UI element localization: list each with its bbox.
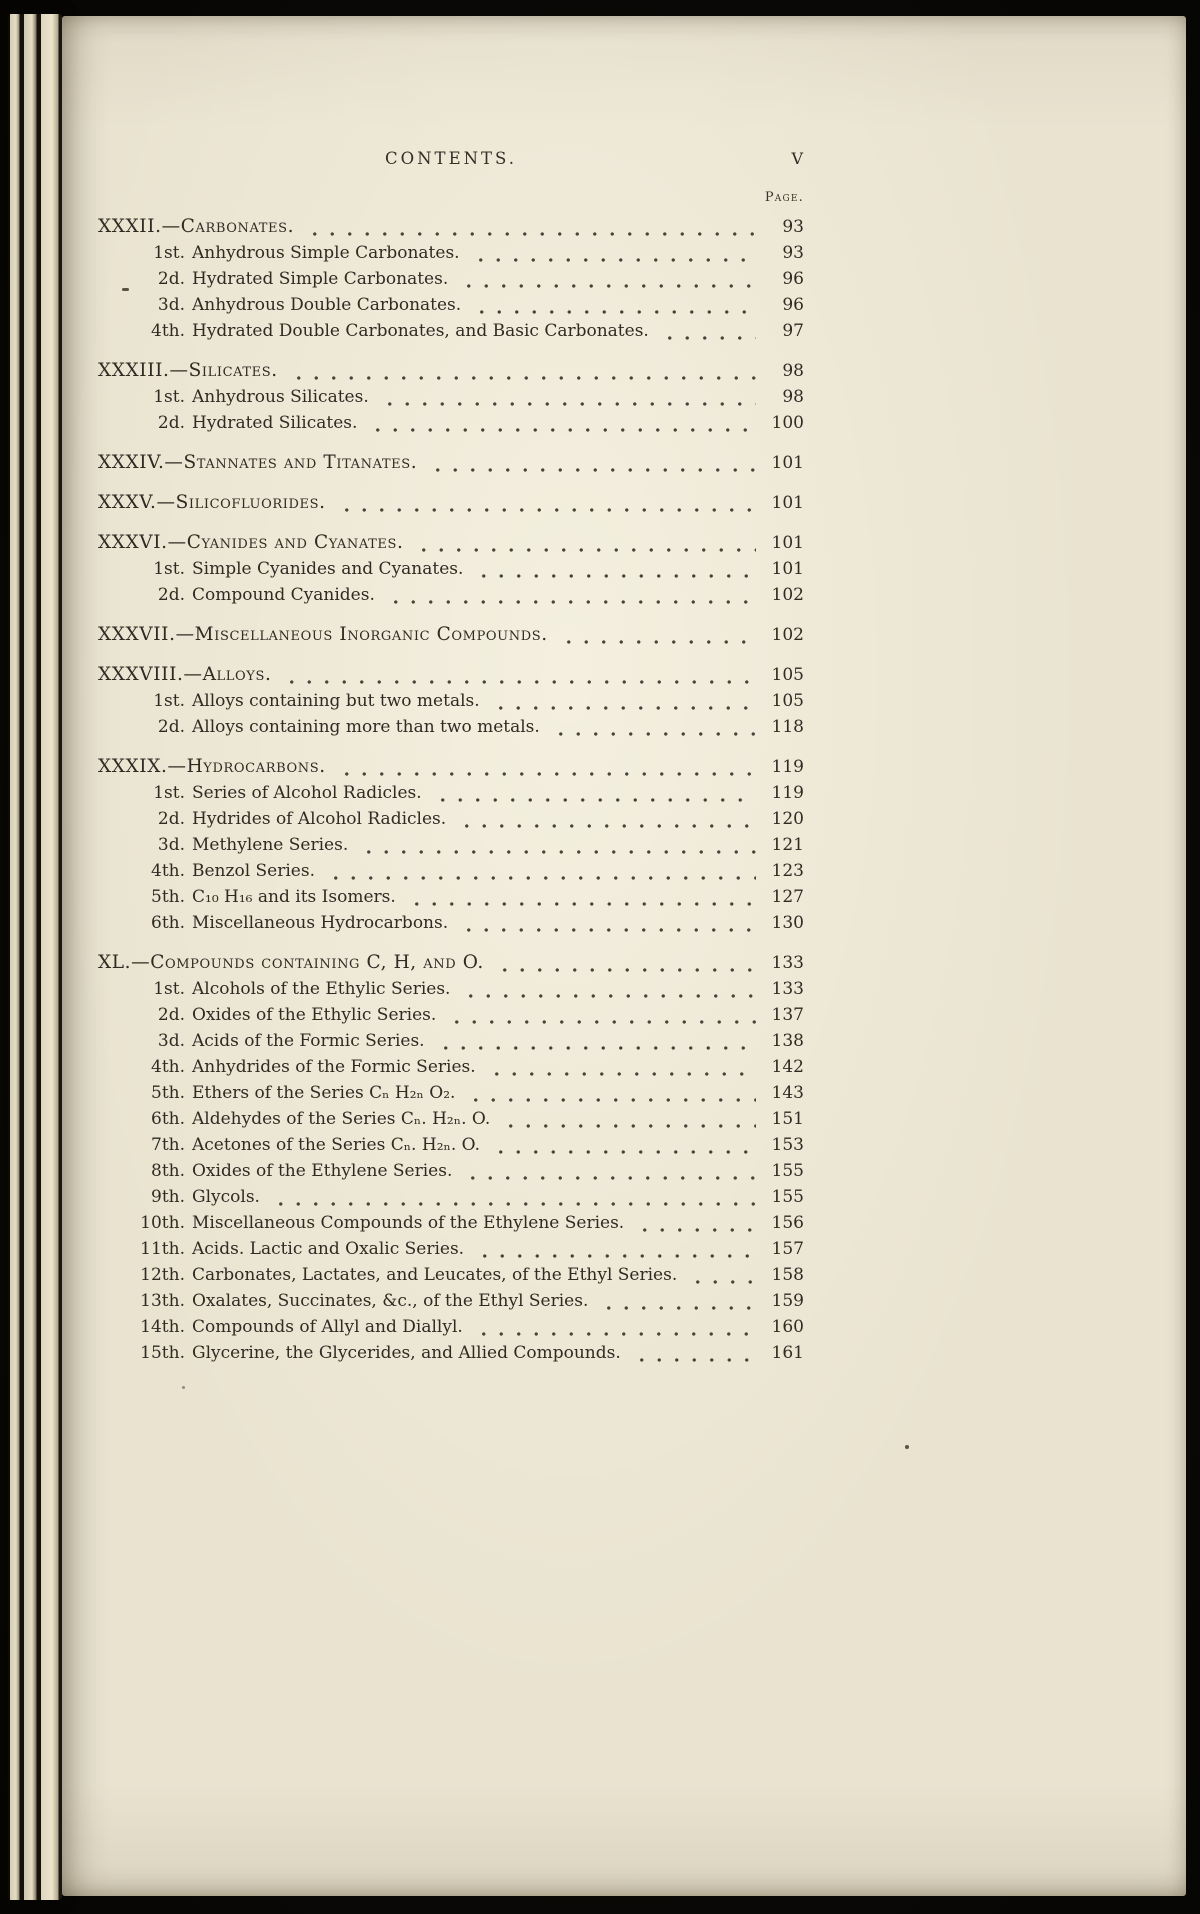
folio-number: V — [791, 149, 804, 168]
leader-dots — [336, 765, 756, 780]
entry-label: Oxides of the Ethylene Series. — [192, 1161, 453, 1181]
toc-subentry — [98, 1132, 804, 1158]
entry-label: Methylene Series. — [192, 835, 349, 855]
entry-page: 133 — [771, 953, 804, 973]
entry-label: Hydrated Simple Carbonates. — [192, 269, 449, 289]
toc-subentry — [98, 714, 804, 740]
entry-label: XXXVI.—Cyanides and Cyanates. — [98, 532, 404, 553]
toc-subentry — [98, 858, 804, 884]
toc-section — [98, 662, 804, 740]
toc-subentry — [98, 384, 804, 410]
leader-dots — [631, 1351, 756, 1366]
entry-page: 123 — [771, 861, 804, 881]
entry-label: Hydrated Double Carbonates, and Basic Carbonates. — [192, 321, 649, 341]
entry-label: Compound Cyanides. — [192, 585, 375, 605]
toc-subentry — [98, 806, 804, 832]
toc-entry — [98, 450, 804, 476]
toc-subentry — [98, 1210, 804, 1236]
toc-subentry — [98, 910, 804, 936]
entry-label: Alloys containing more than two metals. — [192, 717, 540, 737]
entry-label: Benzol Series. — [192, 861, 315, 881]
entry-ordinal: 4th. — [151, 321, 185, 341]
entry-page: 101 — [771, 533, 804, 553]
toc-subentry — [98, 1340, 804, 1366]
toc-subentry — [98, 1158, 804, 1184]
entry-label: XXXIV.—Stannates and Titanates. — [98, 452, 418, 473]
entry-page: 143 — [771, 1083, 804, 1103]
leader-dots — [471, 303, 756, 318]
toc-subentry — [98, 832, 804, 858]
entry-page: 102 — [771, 585, 804, 605]
entry-ordinal: 1st. — [153, 559, 185, 579]
toc-subentry — [98, 240, 804, 266]
leader-dots — [494, 961, 756, 976]
leader-dots — [473, 567, 756, 582]
entry-page: 120 — [771, 809, 804, 829]
entry-label: Acids. Lactic and Oxalic Series. — [192, 1239, 465, 1259]
leader-dots — [367, 421, 756, 436]
leader-dots — [486, 1065, 756, 1080]
entry-page: 105 — [771, 691, 804, 711]
entry-label: Glycerine, the Glycerides, and Allied Compounds. — [192, 1343, 621, 1363]
entry-label: Hydrides of Alcohol Radicles. — [192, 809, 447, 829]
book-page — [62, 16, 1186, 1896]
entry-ordinal: 2d. — [157, 269, 185, 289]
toc-subentry — [98, 1236, 804, 1262]
leader-dots — [270, 1195, 756, 1210]
leader-dots — [634, 1221, 756, 1236]
toc-section — [98, 530, 804, 608]
entry-page: 160 — [771, 1317, 804, 1337]
toc-subentry — [98, 1080, 804, 1106]
toc-subentry — [98, 318, 804, 344]
leader-dots — [490, 699, 756, 714]
entry-ordinal: 1st. — [153, 691, 185, 711]
entry-label: XL.—Compounds containing C, H, and O. — [98, 952, 484, 973]
entry-ordinal: 6th. — [151, 913, 185, 933]
entry-ordinal: 9th. — [151, 1187, 185, 1207]
entry-ordinal: 2d. — [157, 809, 185, 829]
leader-dots — [490, 1143, 756, 1158]
entry-ordinal: 3d. — [157, 835, 185, 855]
leader-dots — [462, 1169, 756, 1184]
toc-subentry — [98, 266, 804, 292]
toc-subentry — [98, 1106, 804, 1132]
entry-ordinal: 3d. — [157, 295, 185, 315]
entry-label: Acids of the Formic Series. — [192, 1031, 425, 1051]
entry-page: 138 — [771, 1031, 804, 1051]
entry-page: 159 — [771, 1291, 804, 1311]
entry-label: Alcohols of the Ethylic Series. — [192, 979, 451, 999]
entry-label: Aldehydes of the Series Cₙ. H₂ₙ. O. — [192, 1109, 491, 1129]
entry-ordinal: 2d. — [157, 413, 185, 433]
entry-page: 153 — [771, 1135, 804, 1155]
toc-section — [98, 214, 804, 344]
entry-label: Glycols. — [192, 1187, 260, 1207]
toc-subentry — [98, 1314, 804, 1340]
toc-list — [98, 214, 804, 1366]
entry-label: Simple Cyanides and Cyanates. — [192, 559, 464, 579]
toc-section — [98, 622, 804, 648]
toc-subentry — [98, 582, 804, 608]
entry-page: 127 — [771, 887, 804, 907]
entry-page: 121 — [771, 835, 804, 855]
entry-label: XXXIII.—Silicates. — [98, 360, 278, 381]
entry-ordinal: 13th. — [140, 1291, 185, 1311]
leader-dots — [336, 501, 756, 516]
toc-subentry — [98, 1028, 804, 1054]
entry-ordinal: 10th. — [140, 1213, 185, 1233]
toc-subentry — [98, 1054, 804, 1080]
leader-dots — [427, 461, 756, 476]
entry-ordinal: 8th. — [151, 1161, 185, 1181]
entry-label: Oxides of the Ethylic Series. — [192, 1005, 437, 1025]
entry-label: Hydrated Silicates. — [192, 413, 358, 433]
entry-page: 101 — [771, 559, 804, 579]
entry-page: 156 — [771, 1213, 804, 1233]
book-page-edges — [8, 14, 62, 1900]
leader-dots — [406, 895, 756, 910]
page-title: CONTENTS. — [384, 149, 518, 168]
entry-label: Anhydrous Double Carbonates. — [192, 295, 462, 315]
entry-ordinal: 5th. — [151, 887, 185, 907]
leader-dots — [413, 541, 756, 556]
leader-dots — [460, 987, 756, 1002]
entry-ordinal: 11th. — [140, 1239, 185, 1259]
entry-ordinal: 4th. — [151, 1057, 185, 1077]
leader-dots — [432, 791, 756, 806]
entry-label: XXXV.—Silicofluorides. — [98, 492, 326, 513]
entry-page: 158 — [771, 1265, 804, 1285]
entry-ordinal: 1st. — [153, 783, 185, 803]
entry-label: Anhydrous Simple Carbonates. — [192, 243, 460, 263]
entry-label: Miscellaneous Hydrocarbons. — [192, 913, 449, 933]
entry-ordinal: 2d. — [157, 585, 185, 605]
scan-speck — [905, 1445, 909, 1449]
entry-ordinal: 1st. — [153, 979, 185, 999]
entry-ordinal: 5th. — [151, 1083, 185, 1103]
leader-dots — [281, 673, 756, 688]
entry-label: XXXII.—Carbonates. — [98, 216, 295, 237]
toc-entry — [98, 214, 804, 240]
toc-subentry — [98, 884, 804, 910]
toc-subentry — [98, 780, 804, 806]
entry-ordinal: 7th. — [151, 1135, 185, 1155]
toc-subentry — [98, 976, 804, 1002]
entry-page: 155 — [771, 1187, 804, 1207]
toc-subentry — [98, 1002, 804, 1028]
entry-ordinal: 6th. — [151, 1109, 185, 1129]
entry-page: 96 — [782, 295, 804, 315]
entry-page: 157 — [771, 1239, 804, 1259]
entry-page: 155 — [771, 1161, 804, 1181]
page-column-label: Page. — [764, 190, 804, 205]
toc-section — [98, 358, 804, 436]
toc-section — [98, 450, 804, 476]
toc-section — [98, 950, 804, 1366]
toc-entry — [98, 358, 804, 384]
toc-subentry — [98, 1262, 804, 1288]
toc-subentry — [98, 410, 804, 436]
entry-page: 105 — [771, 665, 804, 685]
entry-ordinal: 14th. — [140, 1317, 185, 1337]
entry-page: 137 — [771, 1005, 804, 1025]
leader-dots — [465, 1091, 756, 1106]
entry-page: 98 — [782, 387, 804, 407]
entry-label: Anhydrous Silicates. — [192, 387, 369, 407]
entry-page: 97 — [782, 321, 804, 341]
entry-page: 96 — [782, 269, 804, 289]
leader-dots — [687, 1273, 756, 1288]
toc-subentry — [98, 1288, 804, 1314]
toc-entry — [98, 754, 804, 780]
leader-dots — [473, 1325, 756, 1340]
entry-label: Acetones of the Series Cₙ. H₂ₙ. O. — [192, 1135, 481, 1155]
entry-label: XXXVII.—Miscellaneous Inorganic Compounds. — [98, 624, 548, 645]
entry-label: Oxalates, Succinates, &c., of the Ethyl Series. — [192, 1291, 589, 1311]
toc-section — [98, 754, 804, 936]
entry-page: 130 — [771, 913, 804, 933]
leader-dots — [474, 1247, 756, 1262]
leader-dots — [304, 225, 756, 240]
entry-page: 100 — [771, 413, 804, 433]
entry-ordinal: 3d. — [157, 1031, 185, 1051]
entry-ordinal: 4th. — [151, 861, 185, 881]
entry-page: 101 — [771, 453, 804, 473]
entry-label: XXXIX.—Hydrocarbons. — [98, 756, 326, 777]
toc-subentry — [98, 292, 804, 318]
leader-dots — [325, 869, 756, 884]
entry-label: Anhydrides of the Formic Series. — [192, 1057, 476, 1077]
entry-ordinal: 12th. — [140, 1265, 185, 1285]
leader-dots — [458, 277, 756, 292]
entry-page: 151 — [771, 1109, 804, 1129]
entry-label: C₁₀ H₁₆ and its Isomers. — [192, 887, 396, 907]
toc-subentry — [98, 1184, 804, 1210]
toc-entry — [98, 490, 804, 516]
entry-page: 102 — [771, 625, 804, 645]
leader-dots — [458, 921, 756, 936]
leader-dots — [385, 593, 756, 608]
entry-label: Compounds of Allyl and Diallyl. — [192, 1317, 463, 1337]
leader-dots — [598, 1299, 756, 1314]
scan-speck — [182, 1386, 185, 1389]
page-header — [98, 146, 804, 172]
entry-ordinal: 2d. — [157, 717, 185, 737]
toc-entry — [98, 950, 804, 976]
entry-ordinal: 15th. — [140, 1343, 185, 1363]
toc-entry — [98, 622, 804, 648]
toc-entry — [98, 530, 804, 556]
leader-dots — [379, 395, 756, 410]
entry-page: 118 — [771, 717, 804, 737]
entry-page: 93 — [782, 217, 804, 237]
leader-dots — [470, 251, 756, 266]
entry-label: Series of Alcohol Radicles. — [192, 783, 422, 803]
entry-page: 119 — [771, 757, 804, 777]
leader-dots — [558, 633, 756, 648]
entry-page: 93 — [782, 243, 804, 263]
leader-dots — [456, 817, 756, 832]
entry-label: XXXVIII.—Alloys. — [98, 664, 272, 685]
entry-page: 161 — [771, 1343, 804, 1363]
toc-entry — [98, 662, 804, 688]
leader-dots — [435, 1039, 756, 1054]
entry-label: Ethers of the Series Cₙ H₂ₙ O₂. — [192, 1083, 456, 1103]
toc-section — [98, 490, 804, 516]
leader-dots — [358, 843, 756, 858]
leader-dots — [446, 1013, 756, 1028]
entry-page: 133 — [771, 979, 804, 999]
toc-text-block — [98, 146, 804, 1366]
entry-ordinal: 1st. — [153, 387, 185, 407]
leader-dots — [659, 329, 756, 344]
entry-page: 98 — [782, 361, 804, 381]
leader-dots — [550, 725, 756, 740]
entry-page: 119 — [771, 783, 804, 803]
entry-ordinal: 1st. — [153, 243, 185, 263]
entry-label: Alloys containing but two metals. — [192, 691, 480, 711]
entry-page: 101 — [771, 493, 804, 513]
leader-dots — [288, 369, 756, 384]
entry-label: Miscellaneous Compounds of the Ethylene Series. — [192, 1213, 625, 1233]
toc-subentry — [98, 688, 804, 714]
toc-subentry — [98, 556, 804, 582]
page-label-row — [98, 187, 804, 205]
leader-dots — [500, 1117, 756, 1132]
entry-page: 142 — [771, 1057, 804, 1077]
entry-label: Carbonates, Lactates, and Leucates, of the Ethyl Series. — [192, 1265, 678, 1285]
entry-ordinal: 2d. — [157, 1005, 185, 1025]
